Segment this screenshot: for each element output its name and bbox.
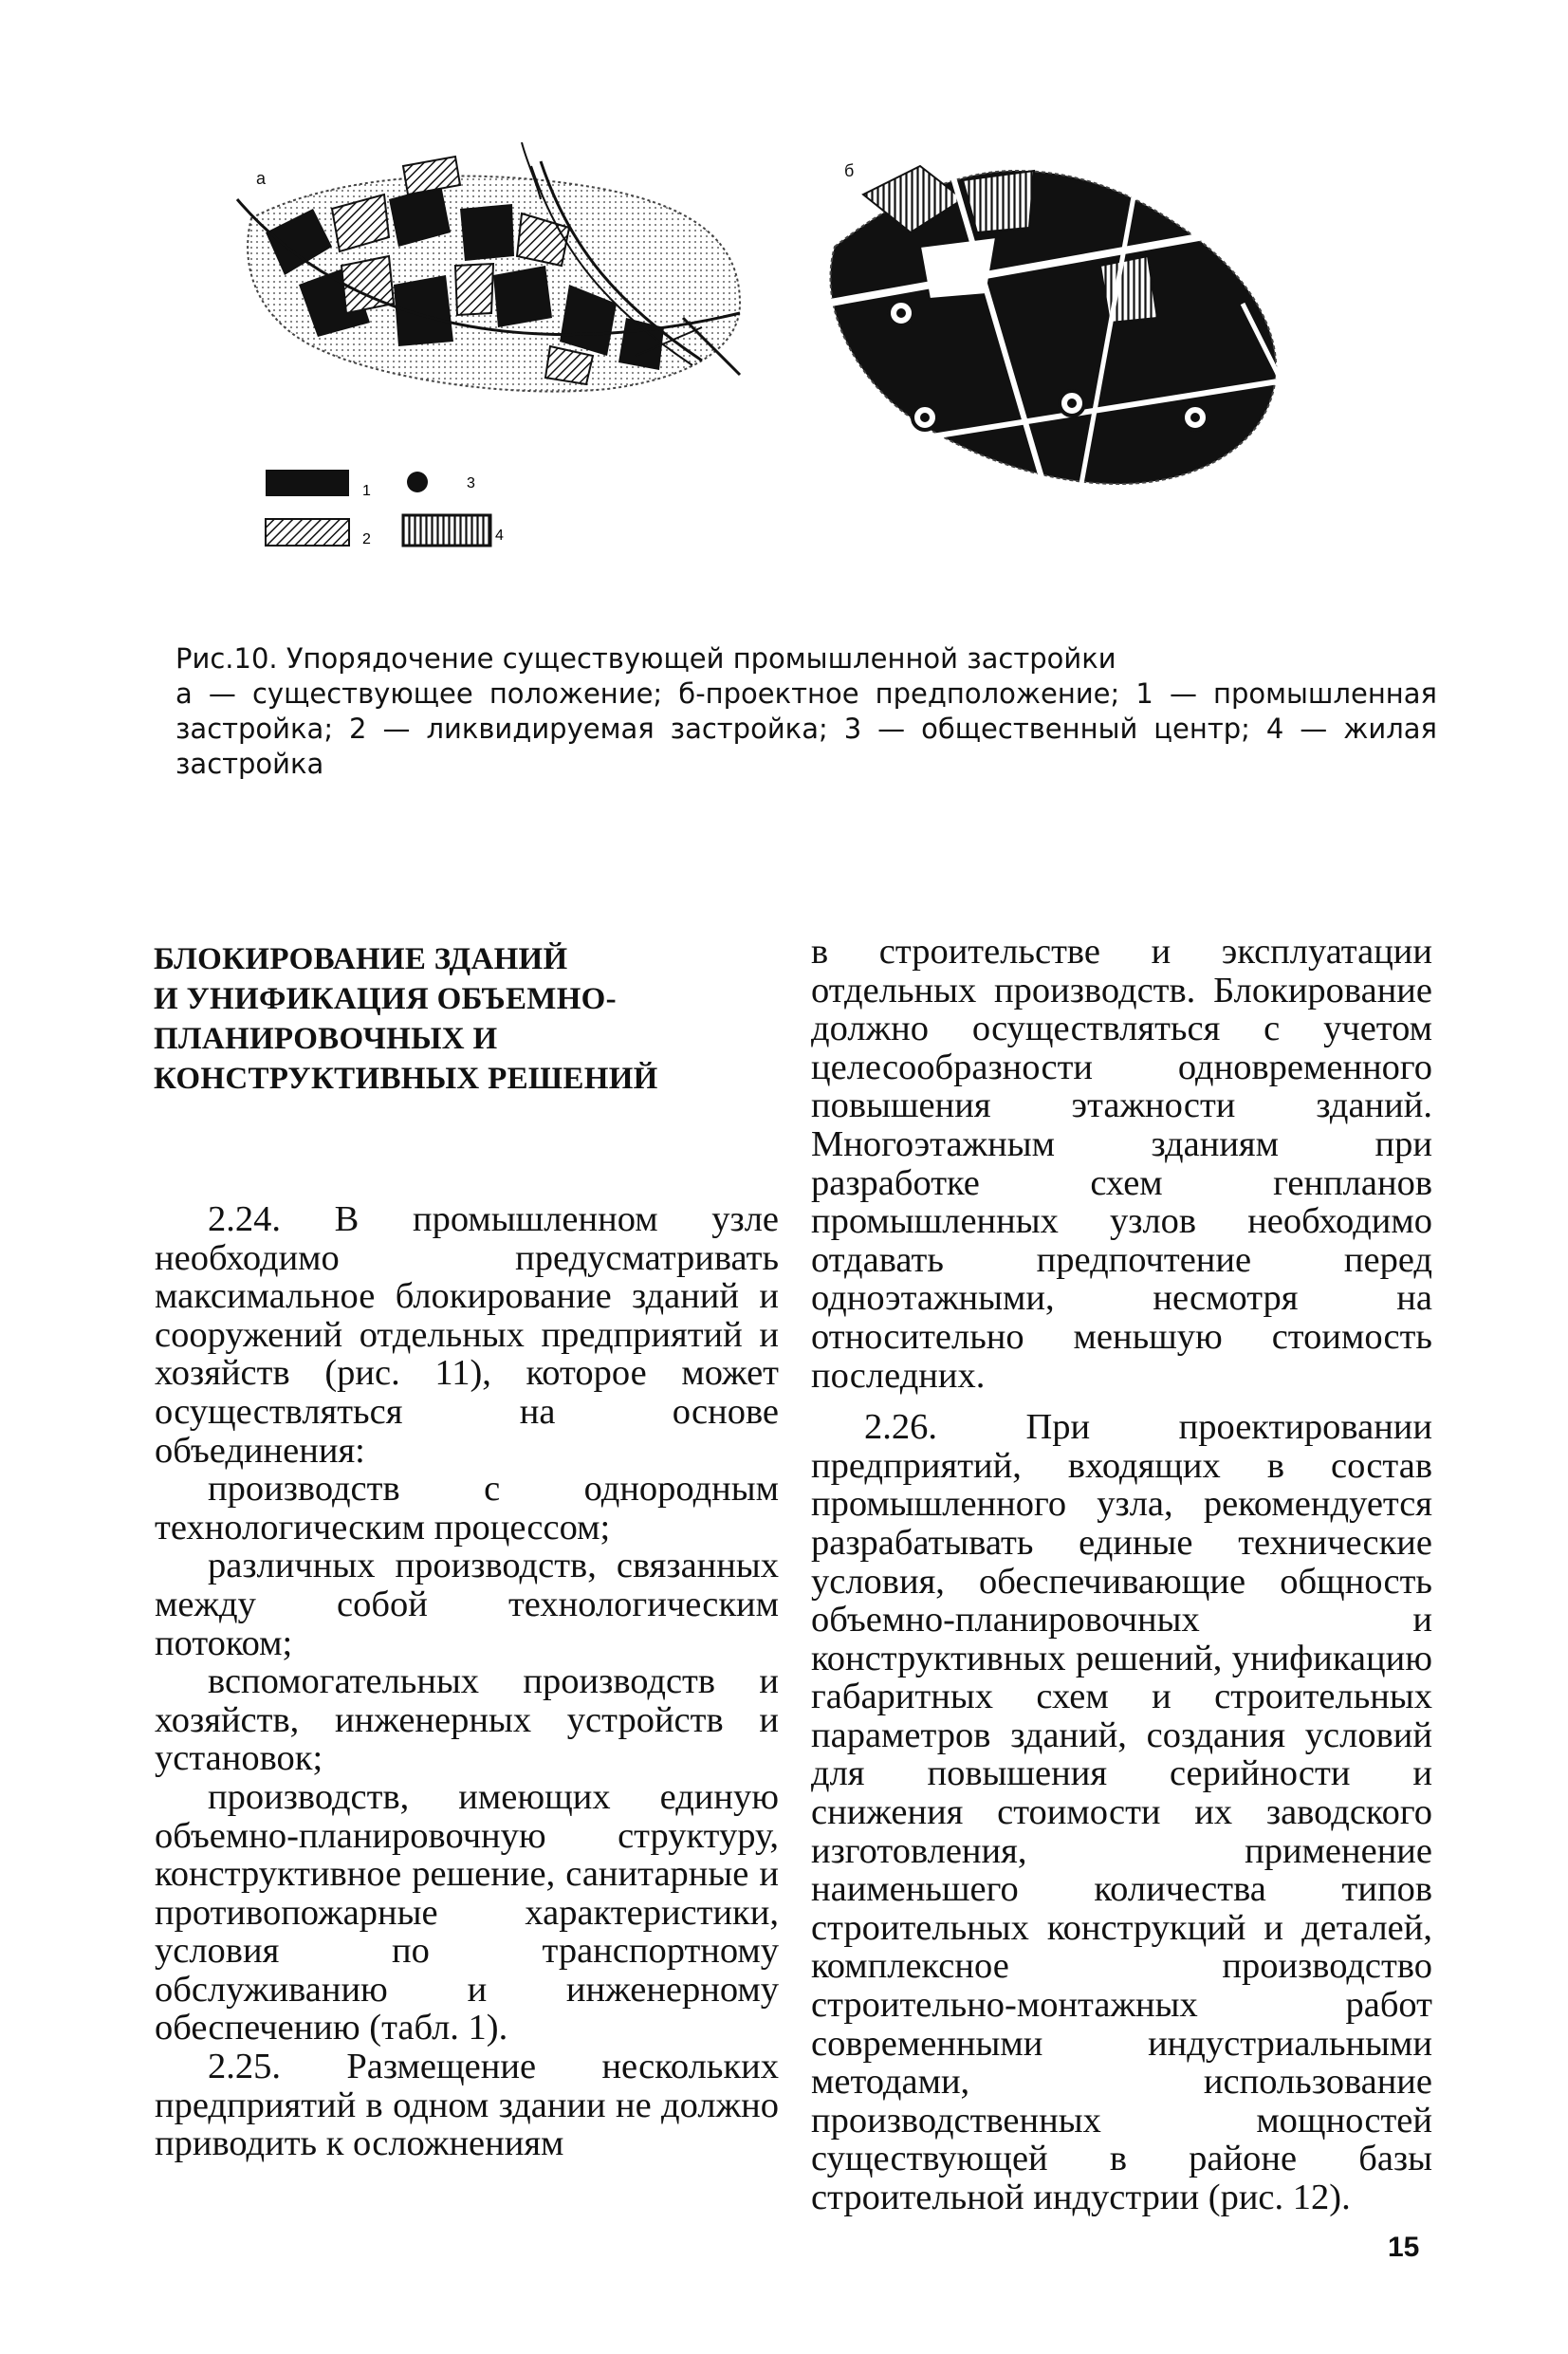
panel-b-label: б: [844, 161, 855, 180]
legend-num-3: 3: [467, 475, 475, 491]
figure-drawing: [209, 142, 1347, 569]
legend-swatch-striped: [403, 515, 490, 546]
paragraph-2-25: 2.25. Размещение нескольких предприятий в одном здании не должно приводить к осложнениям: [155, 2047, 779, 2164]
section-heading: [154, 939, 685, 1099]
caption-title: Рис.10. Упорядочение существующей промышленной застройки: [175, 642, 1116, 675]
legend-num-4: 4: [495, 528, 504, 544]
heading-line: ПЛАНИРОВОЧНЫХ И: [154, 1022, 498, 1056]
heading-line: КОНСТРУКТИВНЫХ РЕШЕНИЙ: [154, 1062, 658, 1096]
list-item: различных производств, связанных между собой технологическим потоком;: [155, 1546, 779, 1663]
legend-swatch-black: [266, 470, 349, 496]
paragraph-continuation: в строительстве и эксплуатации отдельных производств. Блокирование должно осуществляться с учетом целесообразности одновременного повышения этажности зданий. Многоэтажным зданиям при разработке схем генпланов промышленных узлов необходимо отдавать предпочтение перед одноэтажными, несмотря на относительно меньшую стоимость последних.: [811, 932, 1432, 1396]
page-number: 15: [1388, 2232, 1420, 2263]
left-column: [155, 1200, 779, 2163]
figure-10: [209, 142, 1347, 569]
panel-a-label: а: [256, 169, 267, 188]
map-panel-b: [825, 161, 1309, 484]
legend: [266, 470, 504, 547]
map-panel-a: [237, 142, 740, 392]
legend-swatch-hatched: [266, 519, 349, 546]
legend-num-1: 1: [362, 483, 371, 499]
list-item: производств с однородным технологическим процессом;: [155, 1469, 779, 1548]
heading-line: И УНИФИКАЦИЯ ОБЪЕМНО-: [154, 982, 617, 1016]
figure-caption: [175, 641, 1437, 782]
legend-num-2: 2: [362, 531, 371, 547]
legend-swatch-circle: [407, 472, 428, 492]
list-item: вспомогательных производств и хозяйств, инженерных устройств и установок;: [155, 1661, 779, 1779]
caption-body: а — существующее положение; б-проектное предположение; 1 — промышленная застройка; 2 — ликвидируемая застройка; 3 — общественный центр; 4 — жилая застройка: [175, 677, 1437, 780]
heading-line: БЛОКИРОВАНИЕ ЗДАНИЙ: [154, 942, 568, 976]
list-item: производств, имеющих единую объемно-планировочную структуру, конструктивное решение, санитарные и противопожарные характеристики, условия по транспортному обслуживанию и инженерному обеспечению (табл. 1).: [155, 1776, 779, 2048]
paragraph-2-24: 2.24. В промышленном узле необходимо предусматривать максимальное блокирование зданий и сооружений отдельных предприятий и хозяйств (рис. 11), которое может осуществляться на основе объединения:: [155, 1199, 779, 1471]
right-column: [811, 933, 1432, 2217]
paragraph-2-26: 2.26. При проектировании предприятий, входящих в состав промышленного узла, рекомендуется разрабатывать единые технические условия, обеспечивающие общность объемно-планировочных и конструктивных решений, унификацию габаритных схем и строительных параметров зданий, создания условий для повышения серийности и снижения стоимости их заводского изготовления, применение наименьшего количества типов строительных конструкций и деталей, комплексное производство строительно-монтажных работ современными индустриальными методами, использование производственных мощностей существующей в районе базы строительной индустрии (рис. 12).: [811, 1407, 1432, 2217]
